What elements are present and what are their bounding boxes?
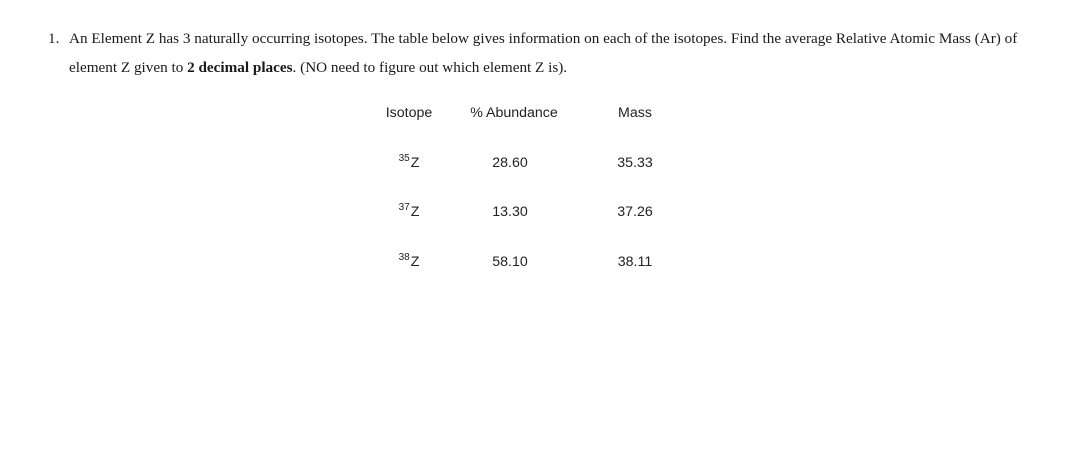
isotope-symbol: Z [410, 155, 420, 171]
question-block [48, 24, 1058, 82]
mass-cell: 35.33 [617, 155, 653, 171]
question-text-part2: . (NO need to figure out which element Z is). [292, 59, 568, 76]
isotope-cell [399, 155, 420, 171]
header-mass: Mass [618, 105, 652, 121]
isotope-mass-number: 38 [398, 252, 410, 263]
isotope-mass-number: 35 [398, 153, 410, 164]
header-abundance: % Abundance [470, 105, 558, 121]
mass-cell: 37.26 [617, 204, 653, 220]
isotope-cell [399, 254, 420, 270]
question-text [69, 24, 1058, 82]
abundance-cell: 58.10 [492, 254, 528, 270]
mass-cell: 38.11 [617, 254, 653, 270]
abundance-cell: 13.30 [492, 204, 528, 220]
question-text-part1: An Element Z has 3 naturally occurring isotopes. The table below gives information on each of the isotopes. Find the average Relative Atomic Mass (Ar) of element Z given to [69, 30, 1018, 76]
header-isotope: Isotope [385, 105, 433, 121]
isotope-symbol: Z [410, 254, 420, 270]
question-number: 1. [48, 30, 60, 47]
abundance-cell: 28.60 [492, 155, 528, 171]
isotope-symbol: Z [410, 204, 420, 220]
isotope-mass-number: 37 [398, 202, 410, 213]
question-text-bold: 2 decimal places [187, 59, 293, 76]
isotope-cell [399, 204, 420, 220]
